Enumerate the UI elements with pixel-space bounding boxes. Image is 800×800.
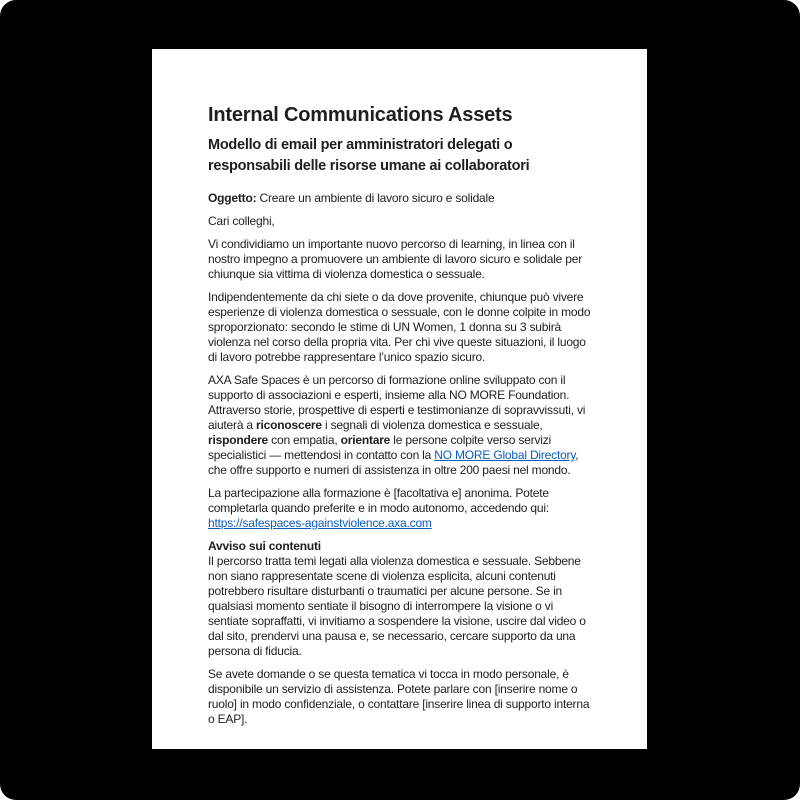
text-run: Indipendentemente da chi siete o da dove provenite, chiunque può vivere esperienze di violenza domestica o sessuale, con le donne colpite in modo sproporzionato: secondo le stime di UN Women, 1 donna su 3 subirà violenza nel corso della propria vita. Per chi vive queste situazioni, il luogo di lavoro potrebbe rappresentare l’unico spazio sicuro. [208,290,591,364]
text-run: con empatia, [268,433,341,447]
text-run: AXA Safe Spaces è un percorso di formazione online sviluppato con il supporto di associazioni e esperti, insieme alla NO MORE Foundation. Attraverso storie, prospettive di esperti e testimonianze di sopravvissuti, vi aiuterà a [208,373,586,432]
text-run: rispondere [208,433,269,447]
text-run: Vi condividiamo un importante nuovo percorso di learning, in linea con il nostro impegno a promuovere un ambiente di lavoro sicuro e solidale per chiunque sia vittima di violenza domestica o sessuale. [208,237,583,281]
paragraph [208,539,591,659]
text-run: Avviso sui contenuti [208,539,321,553]
document-subtitle: Modello di email per amministratori delegati o responsabili delle risorse umane ai collaboratori [208,137,530,174]
text-run: , che offre supporto e numeri di assistenza in oltre 200 paesi nel mondo. [208,448,579,477]
document-title: Internal Communications Assets [208,104,513,126]
document-body [208,191,591,727]
paragraph [208,667,591,727]
text-run: Il percorso tratta temi legati alla violenza domestica e sessuale. Sebbene non siano rappresentate scene di violenza esplicita, alcuni contenuti potrebbero risultare disturbanti o traumatici per alcune persone. Se in qualsiasi momento sentiate il bisogno di interrompere la visione o vi sentiate sopraffatti, vi invitiamo a sospendere la visione, uscire dal video o dal sito, prendervi una pausa e, se necessario, cercare supporto da una persona di fiducia. [208,554,586,658]
text-run: orientare [340,433,391,447]
paragraph [208,214,591,229]
text-run: le persone colpite verso servizi specialistici — mettendosi in contatto con la [208,433,551,462]
paragraph [208,237,591,282]
text-run: i segnali di violenza domestica e sessuale, [321,418,543,432]
text-run: Se avete domande o se questa tematica vi tocca in modo personale, è disponibile un servizio di assistenza. Potete parlare con [inserire nome o ruolo] in modo confidenziale, o contattare [inserire linea di supporto interna o EAP]. [208,667,590,726]
document-page [152,49,647,749]
text-run: riconoscere [256,418,322,432]
text-run: Creare un ambiente di lavoro sicuro e solidale [256,191,495,205]
paragraph [208,290,591,365]
inline-link[interactable]: https://safespaces-againstviolence.axa.com [208,516,432,530]
paragraph [208,486,591,531]
text-run: La partecipazione alla formazione è [facoltativa e] anonima. Potete completarla quando preferite e in modo autonomo, accedendo qui: [208,486,549,515]
inline-link[interactable]: NO MORE Global Directory [434,448,576,462]
paragraph [208,373,591,478]
text-run: Oggetto: [208,191,257,205]
paragraph [208,191,591,206]
text-run: Cari colleghi, [208,214,275,228]
